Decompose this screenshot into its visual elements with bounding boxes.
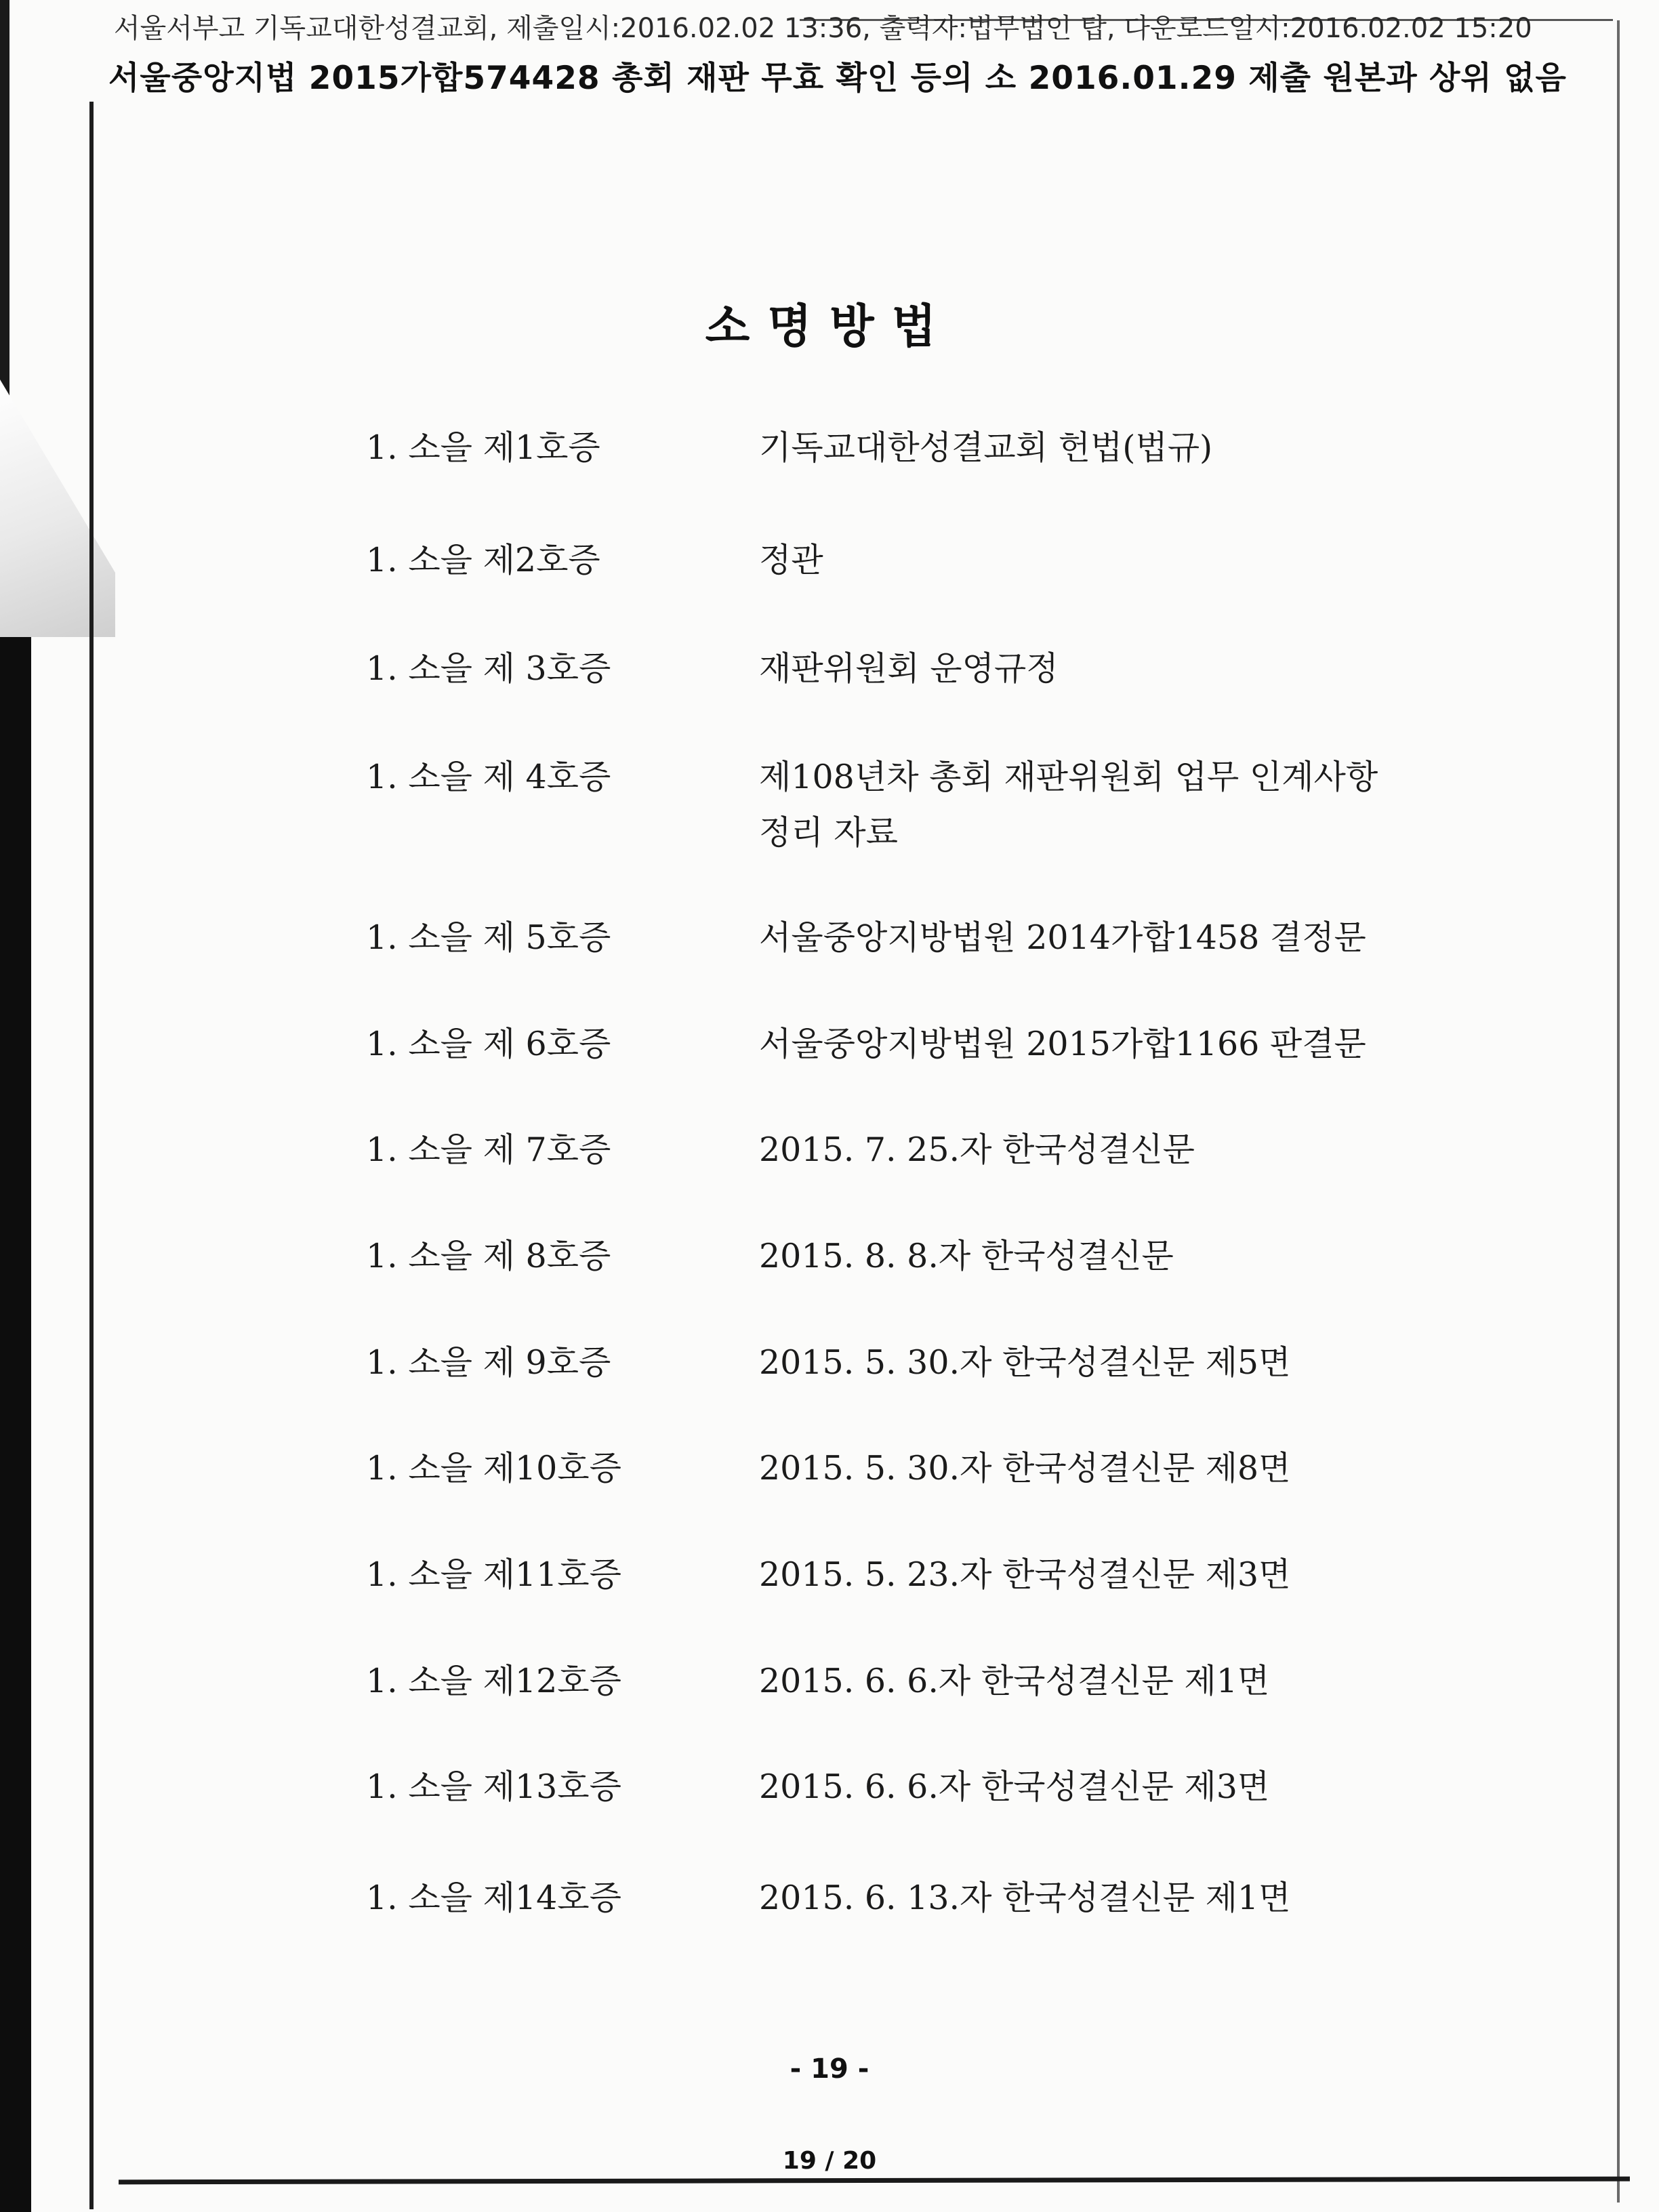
item-label: 1. 소을 제 5호증 — [366, 918, 611, 957]
submission-header: 서울서부고 기독교대한성결교회, 제출일시:2016.02.02 13:36, 출력자:법무법인 탑, 다운로드일시:2016.02.02 15:20 — [114, 13, 1532, 44]
item-label: 1. 소을 제10호증 — [366, 1449, 621, 1488]
page-title: 소명방법 — [705, 300, 954, 354]
item-description: 2015. 5. 30.자 한국성결신문 제5면 — [759, 1343, 1291, 1382]
item-description: 제108년차 총회 재판위원회 업무 인계사항 — [759, 758, 1378, 796]
item-description: 서울중앙지방법원 2014가합1458 결정문 — [759, 918, 1366, 957]
item-description: 정관 — [759, 541, 823, 579]
scan-edge-shadow — [0, 610, 31, 2212]
item-label: 1. 소을 제 8호증 — [366, 1237, 611, 1275]
item-label: 1. 소을 제13호증 — [366, 1767, 621, 1806]
paper-fold — [0, 380, 115, 637]
item-label: 1. 소을 제 3호증 — [366, 649, 611, 688]
item-description: 2015. 6. 6.자 한국성결신문 제3면 — [759, 1767, 1270, 1806]
item-label: 1. 소을 제14호증 — [366, 1879, 621, 1917]
item-label: 1. 소을 제1호증 — [366, 428, 600, 467]
item-description: 재판위원회 운영규정 — [759, 649, 1059, 688]
item-description: 2015. 5. 30.자 한국성결신문 제8면 — [759, 1449, 1291, 1488]
item-description: 2015. 7. 25.자 한국성결신문 — [759, 1130, 1195, 1169]
item-label: 1. 소을 제 4호증 — [366, 758, 611, 796]
item-description: 2015. 8. 8.자 한국성결신문 — [759, 1237, 1174, 1275]
item-label: 1. 소을 제 6호증 — [366, 1025, 611, 1063]
item-description: 2015. 6. 6.자 한국성결신문 제1면 — [759, 1662, 1270, 1700]
case-header: 서울중앙지법 2015가합574428 총회 재판 무효 확인 등의 소 2016.01.29 제출 원본과 상위 없음 — [108, 60, 1567, 97]
page-border-left — [89, 102, 94, 2209]
page-count: 19 / 20 — [782, 2147, 877, 2175]
item-description: 서울중앙지방법원 2015가합1166 판결문 — [759, 1025, 1366, 1063]
item-label: 1. 소을 제 7호증 — [366, 1130, 611, 1169]
item-label: 1. 소을 제11호증 — [366, 1555, 621, 1594]
item-label: 1. 소을 제 9호증 — [366, 1343, 611, 1382]
item-description: 기독교대한성결교회 헌법(법규) — [759, 428, 1213, 467]
item-description-continued: 정리 자료 — [759, 813, 898, 852]
item-label: 1. 소을 제12호증 — [366, 1662, 621, 1700]
item-description: 2015. 6. 13.자 한국성결신문 제1면 — [759, 1879, 1291, 1917]
page-number: - 19 - — [790, 2053, 869, 2085]
item-description: 2015. 5. 23.자 한국성결신문 제3면 — [759, 1555, 1291, 1594]
item-label: 1. 소을 제2호증 — [366, 541, 600, 579]
page-border-bottom — [119, 2177, 1630, 2185]
